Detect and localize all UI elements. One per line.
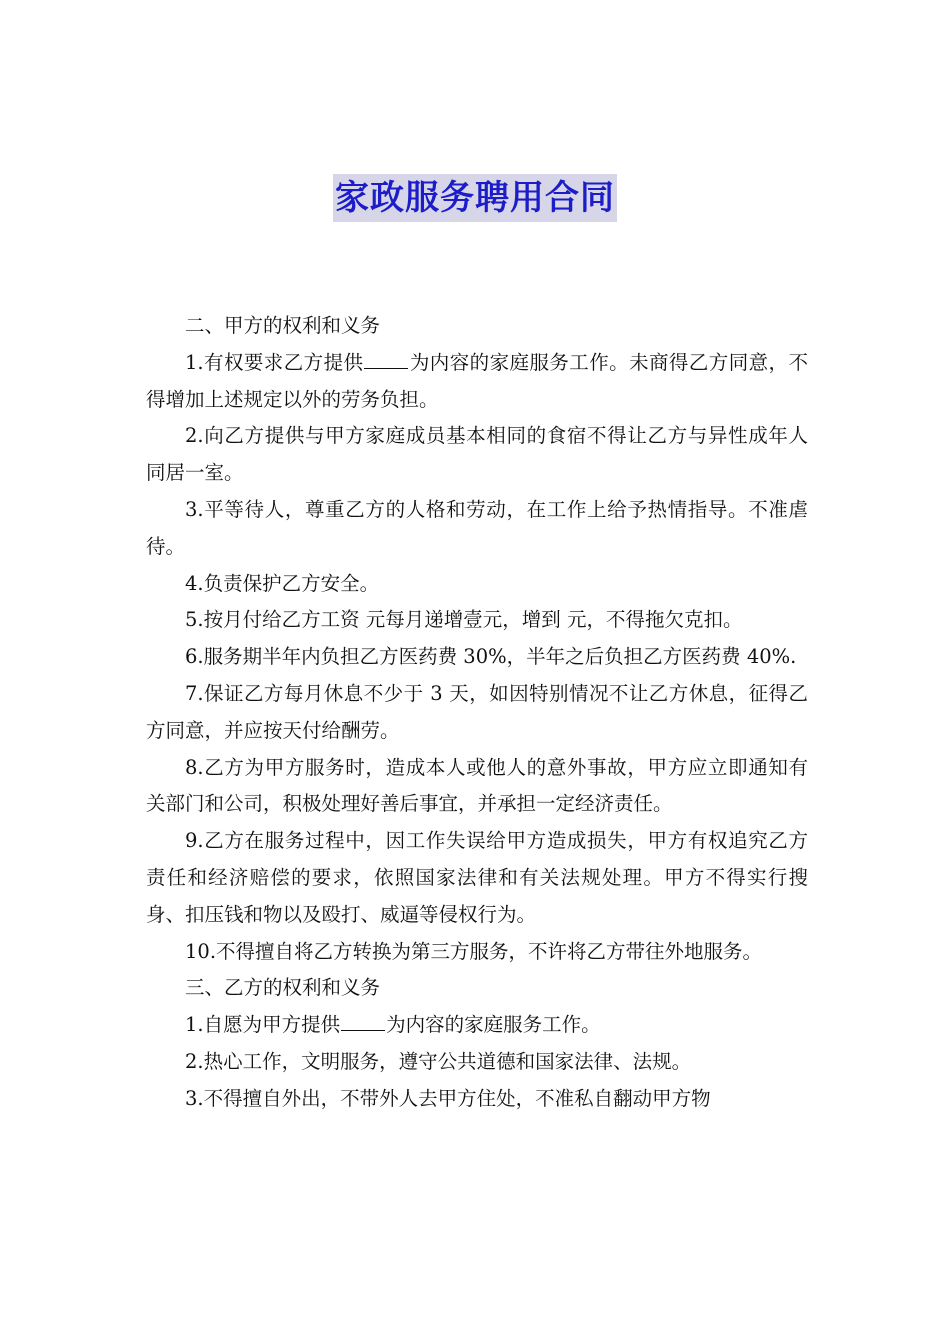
clause-a-2: 2.向乙方提供与甲方家庭成员基本相同的食宿不得让乙方与异性成年人同居一室。 [146,424,808,485]
section-heading-party-b: 三、乙方的权利和义务 [185,976,381,1000]
clause-text: 为内容的家庭服务工作。未商得乙方同意，不得增加上述规定以外的劳务负担。 [146,350,808,411]
clause-text: 1.自愿为甲方提供 [185,1013,341,1037]
clause-b-2: 2.热心工作，文明服务，遵守公共道德和国家法律、法规。 [185,1049,692,1073]
clause-a-8: 8.乙方为甲方服务时，造成本人或他人的意外事故，甲方应立即通知有关部门和公司，积极处理好善后事宜，并承担一定经济责任。 [146,755,808,816]
clause-text: 1.有权要求乙方提供 [185,350,364,374]
section-heading-party-a: 二、甲方的权利和义务 [185,314,381,337]
clause-a-1 [146,345,808,419]
clause-a-7: 7.保证乙方每月休息不少于 3 天，如因特别情况不让乙方休息，征得乙方同意，并应按天付给酬劳。 [146,681,808,742]
clause-a-10: 10.不得擅自将乙方转换为第三方服务，不许将乙方带往外地服务。 [185,939,763,963]
clause-text: 为内容的家庭服务工作。 [386,1013,601,1037]
clause-a-3: 3.平等待人，尊重乙方的人格和劳动，在工作上给予热情指导。不准虐待。 [146,497,808,558]
fill-in-blank [341,1010,385,1031]
clause-a-5: 5.按月付给乙方工资 元每月递增壹元，增到 元，不得拖欠克扣。 [185,608,743,632]
clause-b-1 [146,1007,808,1044]
title-container [0,174,950,222]
fill-in-blank [364,347,408,368]
clause-a-9: 9.乙方在服务过程中，因工作失误给甲方造成损失，甲方有权追究乙方责任和经济赔偿的要求，依照国家法律和有关法规处理。甲方不得实行搜身、扣压钱和物以及殴打、威逼等侵权行为。 [146,829,808,926]
document-body [146,308,808,1118]
clause-b-3: 3.不得擅自外出，不带外人去甲方住处，不准私自翻动甲方物 [185,1086,711,1110]
clause-a-6: 6.服务期半年内负担乙方医药费 30%，半年之后负担乙方医药费 40%. [185,645,797,669]
clause-a-4: 4.负责保护乙方安全。 [185,571,380,595]
document-title: 家政服务聘用合同 [333,174,617,222]
